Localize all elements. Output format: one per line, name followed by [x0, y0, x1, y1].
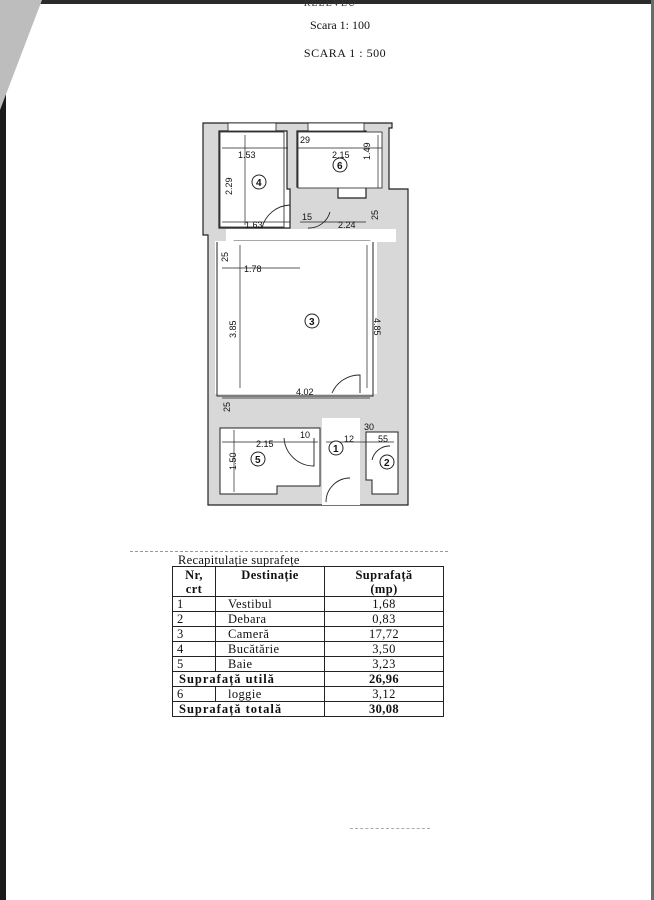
header-cut-text: RELEVEU: [303, 0, 357, 9]
dim-1-78: 1.78: [244, 264, 262, 274]
room-marker-5: [251, 452, 265, 466]
total-area-row: Suprafață totală 30,08: [173, 702, 444, 717]
room-corridor: [226, 229, 396, 242]
header-destination: Destinație: [216, 567, 325, 597]
table-caption: Recapitulație suprafețe: [178, 553, 300, 567]
dim-29: 29: [300, 135, 311, 145]
dim-10: 10: [300, 430, 311, 440]
dim-2-15-bottom: 2.15: [256, 439, 274, 449]
table-row: 4 Bucătărie 3,50: [173, 642, 444, 657]
room-3-fill: [215, 241, 377, 394]
scale-label-2: SCARA 1 : 500: [303, 46, 387, 60]
table-header-row: [173, 567, 444, 597]
svg-text:3: 3: [309, 317, 315, 328]
dim-12: 12: [344, 434, 355, 444]
dim-25-a: 25: [370, 209, 380, 220]
scan-artifact-dots: [350, 828, 430, 829]
dim-2-24: 2.24: [338, 220, 356, 230]
svg-text:5: 5: [255, 455, 261, 466]
dim-1-50: 1.50: [228, 452, 238, 470]
useful-area-row: Suprafață utilă 26,96: [173, 672, 444, 687]
table-row: 5 Baie 3,23: [173, 657, 444, 672]
dim-2-15-top: 2.15: [332, 150, 350, 160]
room-marker-1: [329, 441, 343, 455]
dim-4-85: 4.85: [372, 318, 382, 336]
room-marker-6: [333, 158, 347, 172]
table-row: 3 Cameră 17,72: [173, 627, 444, 642]
dim-1-63: 1.63: [245, 220, 263, 230]
header-nr: Nr, crt: [173, 567, 216, 597]
room-marker-3: [305, 314, 319, 328]
dim-25-b: 25: [220, 251, 230, 262]
room-marker-2: [380, 455, 394, 469]
svg-text:6: 6: [337, 161, 343, 172]
dim-25-c: 25: [222, 401, 232, 412]
svg-text:1: 1: [333, 444, 339, 455]
dim-30: 30: [364, 422, 375, 432]
dim-15: 15: [302, 212, 313, 222]
dim-2-29: 2.29: [224, 177, 234, 195]
dim-4-02: 4.02: [296, 387, 314, 397]
dim-1-53: 1.53: [238, 150, 256, 160]
scale-label-1: Scara 1: 100: [310, 18, 370, 32]
svg-text:4: 4: [256, 178, 262, 189]
table-row: 1 Vestibul 1,68: [173, 597, 444, 612]
room-marker-4: [252, 175, 266, 189]
area-summary-table: [172, 566, 444, 717]
dim-1-49: 1.49: [362, 142, 372, 160]
svg-text:2: 2: [384, 458, 390, 469]
dim-55: 55: [378, 434, 389, 444]
header-area: Suprafață (mp): [325, 567, 444, 597]
dim-3-85: 3.85: [228, 320, 238, 338]
table-row: 2 Debara 0,83: [173, 612, 444, 627]
table-row-loggie: 6 loggie 3,12: [173, 687, 444, 702]
caption-rule: [130, 551, 448, 552]
